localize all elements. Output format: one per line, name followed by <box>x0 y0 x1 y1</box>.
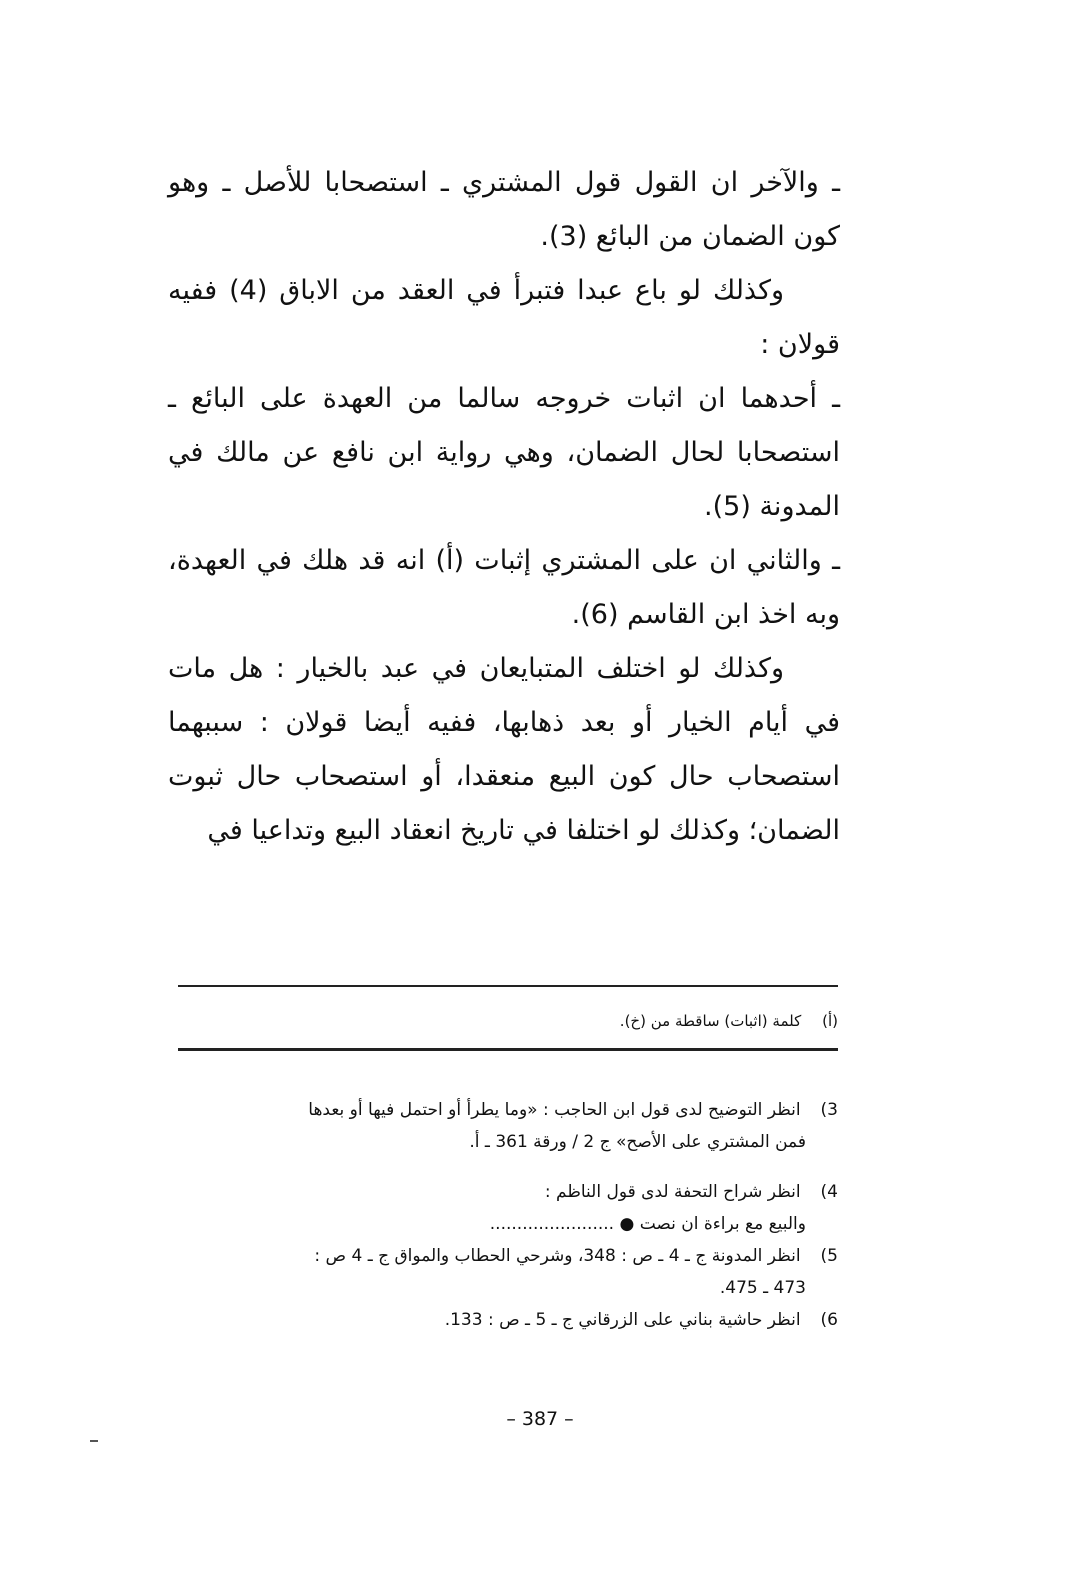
footnote <box>178 1304 838 1336</box>
main-text <box>168 156 840 858</box>
footnote-text: انظر التوضيح لدى قول ابن الحاجب : «وما يطرأ أو احتمل فيها أو بعدها <box>308 1100 801 1120</box>
footnote-number: 4) <box>820 1182 838 1202</box>
body-paragraph: ـ والآخر ان القول قول المشتري ـ استصحابا للأصل ـ وهو كون الضمان من البائع (3). <box>168 167 840 252</box>
footnote-text: انظر حاشية بناني على الزرقاني ج ـ 5 ـ ص : 133. <box>444 1310 801 1330</box>
footnote-separator-bottom <box>178 1048 838 1051</box>
page-number: – 387 – <box>506 1408 574 1430</box>
footnote-text: 473 ـ 475. <box>719 1278 806 1298</box>
footnote-text: انظر شراح التحفة لدى قول الناظم : <box>544 1182 801 1202</box>
body-paragraph: وكذلك لو اختلف المتبايعان في عبد بالخيار : هل مات في أيام الخيار أو بعد ذهابها، ففيه أيضا قولان : سببهما استصحاب حال كون البيع منعقدا، أو استصحاب حال ثبوت الضمان؛ وكذلك لو اختلفا في تاريخ انعقاد البيع وتداعيا في <box>168 653 840 846</box>
scan-mark <box>90 1440 98 1442</box>
footnote-number: 3) <box>820 1100 838 1120</box>
footnote-text: والبيع مع براءة ان نصت ● ....................... <box>489 1214 806 1234</box>
footnote-text: فمن المشتري على الأصح» ج 2 / ورقة 361 ـ أ. <box>469 1132 806 1152</box>
footnote <box>178 1240 838 1304</box>
footnote-separator-top <box>178 985 838 987</box>
apparatus-note-text: كلمة (اثبات) ساقطة من (خ). <box>619 1012 802 1030</box>
footnote <box>178 1094 838 1158</box>
footnote-number: 5) <box>820 1246 838 1266</box>
footnote-number: 6) <box>820 1310 838 1330</box>
footnote-text: انظر المدونة ج ـ 4 ـ ص : 348، وشرحي الحطاب والمواق ج ـ 4 ص : <box>314 1246 801 1266</box>
body-paragraph: ـ والثاني ان على المشتري إثبات (أ) انه قد هلك في العهدة، وبه اخذ ابن القاسم (6). <box>168 545 840 630</box>
apparatus-note-marker: (أ) <box>822 1012 838 1030</box>
body-paragraph: وكذلك لو باع عبدا فتبرأ في العقد من الاباق (4) ففيه قولان : <box>168 275 840 360</box>
apparatus-note <box>178 1005 838 1037</box>
footnote <box>178 1176 838 1240</box>
body-paragraph: ـ أحدهما ان اثبات خروجه سالما من العهدة على البائع ـ استصحابا لحال الضمان، وهي رواية ابن نافع عن مالك في المدونة (5). <box>168 383 840 522</box>
